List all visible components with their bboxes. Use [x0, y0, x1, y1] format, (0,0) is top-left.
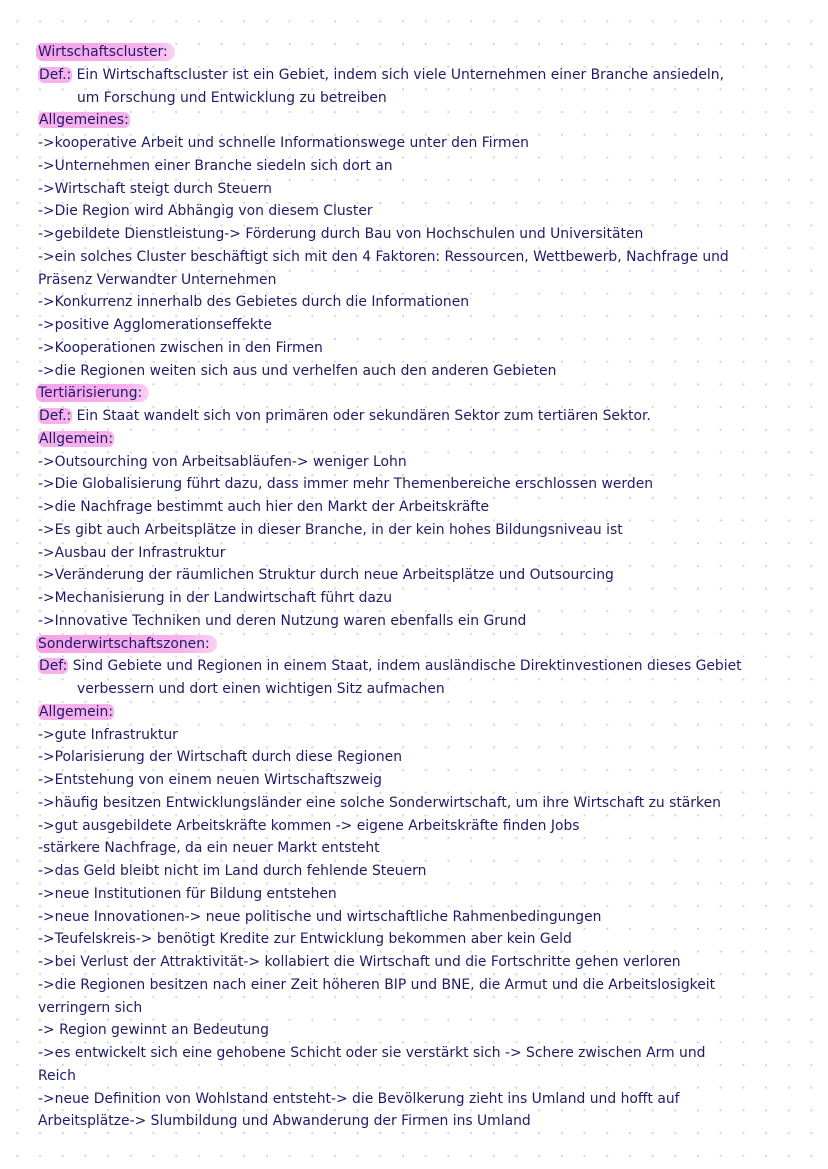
def-text: Ein Wirtschaftscluster ist ein Gebiet, indem sich viele Unternehmen einer Branche ansiedeln,: [72, 66, 724, 83]
definition-line: [38, 64, 798, 87]
list-item: ->Die Globalisierung führt dazu, dass immer mehr Themenbereiche erschlossen werden: [38, 476, 654, 493]
list-item: ->Unternehmen einer Branche siedeln sich dort an: [38, 157, 393, 174]
list-item: ->Entstehung von einem neuen Wirtschaftszweig: [38, 772, 382, 788]
list-item: ->kooperative Arbeit und schnelle Informationswege unter den Firmen: [38, 135, 529, 151]
list-item: ->neue Innovationen-> neue politische und wirtschaftliche Rahmenbedingungen: [38, 908, 602, 925]
list-item: Präsenz Verwandter Unternehmen: [38, 271, 277, 288]
list-item: ->gute Infrastruktur: [38, 726, 178, 743]
general-heading-line: [38, 109, 798, 132]
list-item: ->Mechanisierung in der Landwirtschaft führt dazu: [38, 590, 393, 606]
list-item: ->Die Region wird Abhängig von diesem Cluster: [38, 203, 373, 220]
general-heading: Allgemein:: [39, 703, 114, 720]
list-item: Arbeitsplätze-> Slumbildung und Abwanderung der Firmen ins Umland: [38, 1113, 531, 1130]
definition-line: [38, 405, 798, 428]
definition-line: [38, 655, 798, 678]
general-heading: Allgemeines:: [39, 112, 129, 129]
list-item: ->das Geld bleibt nicht im Land durch fehlende Steuern: [38, 863, 427, 879]
list-item: ->häufig besitzen Entwicklungsländer eine solche Sonderwirtschaft, um ihre Wirtschaft zu stärken: [38, 794, 721, 811]
list-item: ->es entwickelt sich eine gehobene Schicht oder sie verstärkt sich -> Schere zwischen Arm und: [38, 1045, 706, 1061]
section-title-sez: Sonderwirtschaftszonen:: [36, 635, 217, 653]
def-text: Ein Staat wandelt sich von primären oder sekundären Sektor zum tertiären Sektor.: [72, 408, 651, 424]
notes-page: [38, 41, 798, 1133]
definition-line-cont: um Forschung und Entwicklung zu betreiben: [77, 89, 387, 106]
list-item: ->Konkurrenz innerhalb des Gebietes durch die Informationen: [38, 294, 470, 311]
section-title-line: [38, 41, 798, 64]
list-item: ->gut ausgebildete Arbeitskräfte kommen -> eigene Arbeitskräfte finden Jobs: [38, 817, 580, 834]
list-item: ->Ausbau der Infrastruktur: [38, 544, 226, 561]
section-title-cluster: Wirtschaftscluster:: [36, 43, 175, 61]
general-heading: Allgemein:: [39, 430, 114, 447]
list-item: ->positive Agglomerationseffekte: [38, 317, 272, 333]
list-item: ->Es gibt auch Arbeitsplätze in dieser Branche, in der kein hohes Bildungsniveau ist: [38, 521, 623, 538]
list-item: ->ein solches Cluster beschäftigt sich mit den 4 Faktoren: Ressourcen, Wettbewerb, Nachfrage und: [38, 248, 729, 265]
list-item: ->gebildete Dienstleistung-> Förderung durch Bau von Hochschulen und Universitäten: [38, 226, 644, 242]
list-item: ->die Regionen weiten sich aus und verhelfen auch den anderen Gebieten: [38, 362, 557, 379]
list-item: ->Veränderung der räumlichen Struktur durch neue Arbeitsplätze und Outsourcing: [38, 567, 614, 584]
list-item: ->Innovative Techniken und deren Nutzung waren ebenfalls ein Grund: [38, 612, 527, 629]
list-item: verringern sich: [38, 999, 143, 1016]
section-title-line: [38, 382, 798, 405]
list-item: -stärkere Nachfrage, da ein neuer Markt entsteht: [38, 840, 380, 857]
list-item: ->neue Definition von Wohlstand entsteht-> die Bevölkerung zieht ins Umland und hofft auf: [38, 1090, 680, 1107]
def-text: Sind Gebiete und Regionen in einem Staat, indem ausländische Direktinvestionen dieses Gebiet: [68, 658, 742, 675]
general-heading-line: [38, 701, 798, 724]
list-item: ->neue Institutionen für Bildung entstehen: [38, 885, 337, 902]
general-heading-line: [38, 428, 798, 451]
list-item: ->Teufelskreis-> benötigt Kredite zur Entwicklung bekommen aber kein Geld: [38, 931, 572, 948]
def-label: Def.:: [39, 66, 72, 83]
list-item: ->Wirtschaft steigt durch Steuern: [38, 180, 272, 197]
definition-line-cont: verbessern und dort einen wichtigen Sitz aufmachen: [77, 681, 445, 697]
list-item: Reich: [38, 1067, 76, 1084]
def-label: Def.:: [39, 408, 72, 424]
section-title-tertiary: Tertiärisierung:: [36, 384, 149, 402]
def-label: Def:: [39, 658, 68, 675]
list-item: ->Polarisierung der Wirtschaft durch diese Regionen: [38, 749, 403, 766]
section-title-line: [38, 633, 798, 656]
list-item: ->die Nachfrage bestimmt auch hier den Markt der Arbeitskräfte: [38, 499, 490, 515]
list-item: ->bei Verlust der Attraktivität-> kollabiert die Wirtschaft und die Fortschritte gehen verloren: [38, 954, 681, 970]
list-item: ->Kooperationen zwischen in den Firmen: [38, 339, 323, 356]
list-item: -> Region gewinnt an Bedeutung: [38, 1022, 269, 1039]
list-item: ->die Regionen besitzen nach einer Zeit höheren BIP und BNE, die Armut und die Arbeitslosigkeit: [38, 976, 716, 993]
list-item: ->Outsourching von Arbeitsabläufen-> weniger Lohn: [38, 453, 407, 470]
